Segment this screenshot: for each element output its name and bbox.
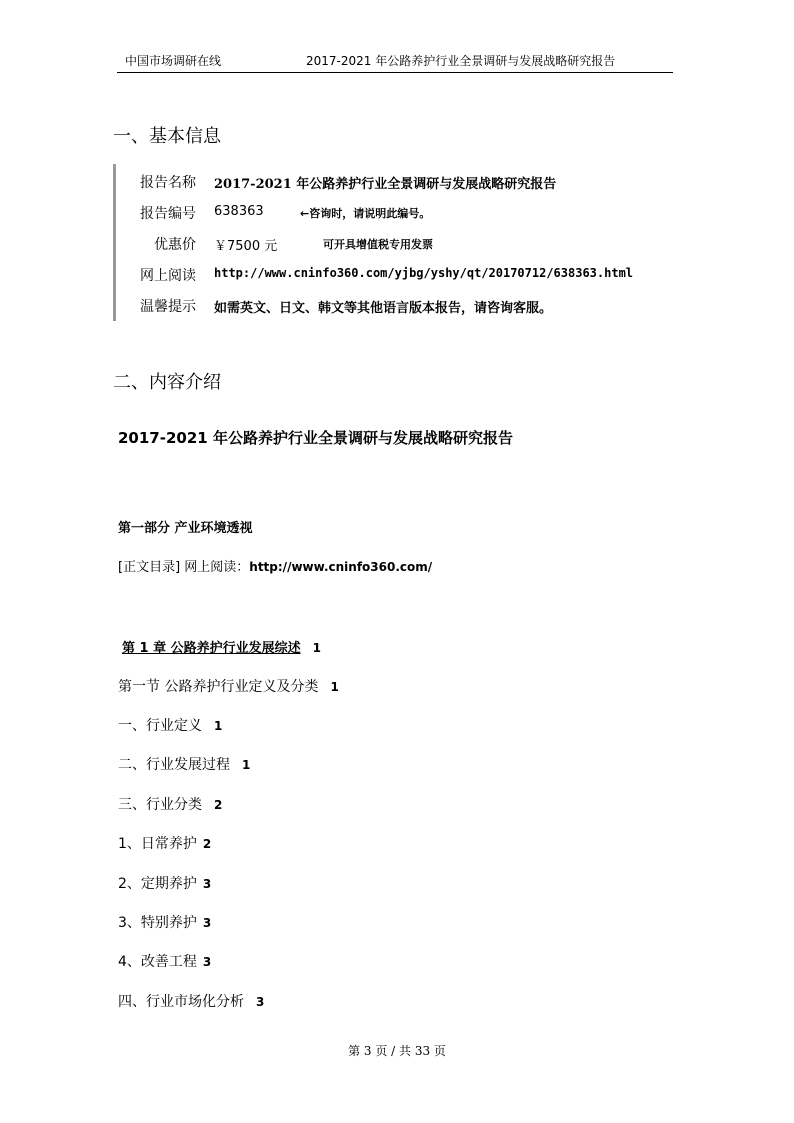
info-label-name: 报告名称 (140, 175, 196, 191)
toc-item-page: 3 (202, 955, 212, 969)
info-note-code: ←咨询时，请说明此编号。 (300, 207, 431, 220)
toc-item-text: 4、改善工程 (118, 954, 197, 970)
header-divider (117, 72, 673, 73)
info-value-price: ￥7500 元 (214, 239, 278, 254)
toc-item[interactable] (118, 676, 339, 696)
info-value-code: 638363 (214, 204, 264, 219)
toc-link-label: [正文目录] 网上阅读： (118, 560, 250, 575)
info-label-price: 优惠价 (154, 237, 196, 253)
toc-item-page: 2 (214, 798, 223, 812)
section-content-heading: 二、内容介绍 (113, 372, 221, 393)
toc-item[interactable] (118, 991, 264, 1011)
info-label-url: 网上阅读 (140, 268, 196, 284)
toc-item-text: 二、行业发展过程 (118, 757, 230, 773)
toc-item-text: 3、特别养护 (118, 915, 197, 931)
toc-link-url[interactable]: http://www.cninfo360.com/ (249, 560, 433, 574)
toc-item-text: 第 1 章 公路养护行业发展综述 (122, 641, 301, 656)
toc-item-page: 3 (202, 877, 212, 891)
toc-item-text: 四、行业市场化分析 (118, 994, 244, 1010)
part-title: 第一部分 产业环境透视 (118, 521, 253, 536)
toc-item-page: 1 (242, 758, 251, 772)
toc-item-text: 1、日常养护 (118, 836, 197, 852)
report-title: 2017-2021 年公路养护行业全景调研与发展战略研究报告 (118, 429, 513, 447)
toc-item[interactable] (118, 794, 222, 814)
toc-item[interactable] (118, 754, 250, 774)
toc-item-text: 第一节 公路养护行业定义及分类 (118, 679, 319, 695)
toc-item-page: 1 (312, 641, 321, 655)
toc-item-page: 2 (202, 837, 212, 851)
info-label-tip: 温馨提示 (140, 299, 196, 315)
toc-item-chapter-1[interactable] (122, 637, 321, 656)
toc-item-page: 3 (256, 995, 265, 1009)
toc-item[interactable] (118, 951, 211, 971)
section-basic-info-heading: 一、基本信息 (113, 126, 221, 147)
toc-item[interactable] (118, 873, 211, 893)
toc-item-page: 1 (330, 680, 339, 694)
toc-item-page: 3 (202, 916, 212, 930)
toc-item[interactable] (118, 715, 222, 735)
info-label-code: 报告编号 (140, 206, 196, 222)
info-note-price: 可开具增值税专用发票 (323, 238, 433, 251)
info-value-name: 2017-2021 年公路养护行业全景调研与发展战略研究报告 (214, 177, 557, 192)
toc-online-link (118, 556, 432, 575)
header-doc-title: 2017-2021 年公路养护行业全景调研与发展战略研究报告 (306, 54, 616, 68)
toc-item-page: 1 (214, 719, 223, 733)
toc-item-text: 三、行业分类 (118, 797, 202, 813)
toc-item[interactable] (118, 833, 211, 853)
toc-item-text: 2、定期养护 (118, 876, 197, 892)
info-block-bar (113, 164, 116, 321)
toc-item[interactable] (118, 912, 211, 932)
toc-item-text: 一、行业定义 (118, 718, 202, 734)
header-site-name: 中国市场调研在线 (125, 54, 222, 68)
page-footer: 第 3 页 / 共 33 页 (348, 1044, 446, 1058)
info-value-tip: 如需英文、日文、韩文等其他语言版本报告，请咨询客服。 (214, 301, 553, 316)
info-value-url[interactable]: http://www.cninfo360.com/yjbg/yshy/qt/20170712/638363.html (214, 266, 634, 280)
